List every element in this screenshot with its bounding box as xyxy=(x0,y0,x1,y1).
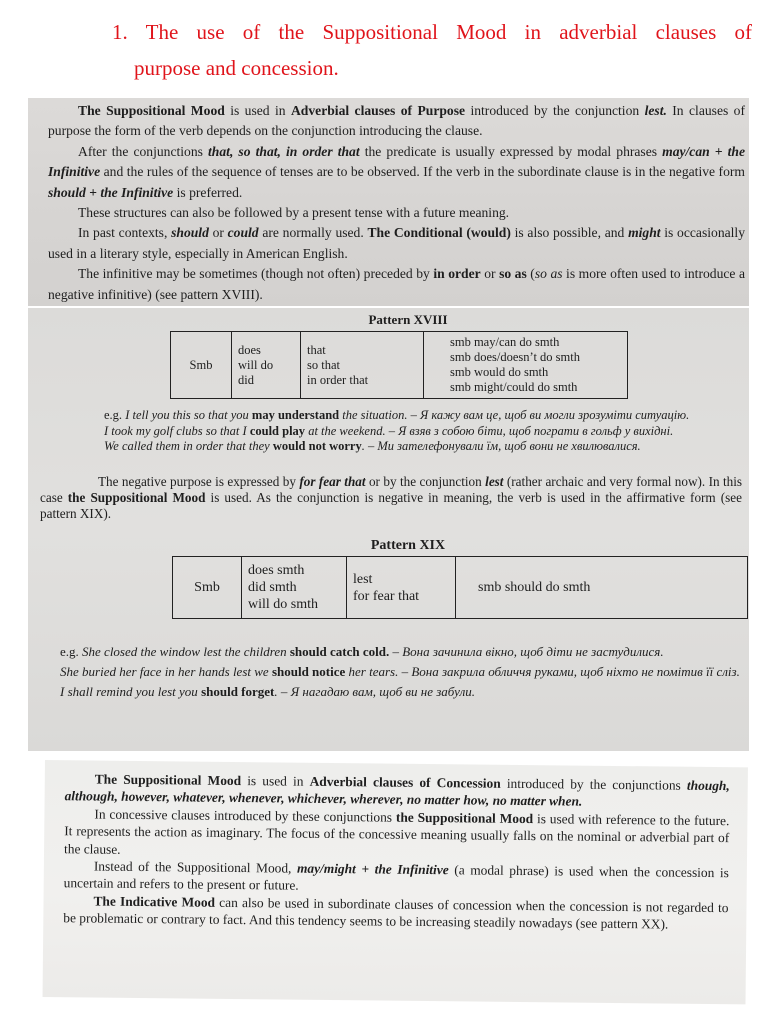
rule-paragraph-3: These structures can also be followed by a present tense with a future meaning. xyxy=(78,205,510,221)
concession-paragraph-4: The Indicative Mood can also be used in subordinate clauses of concession when the concession is not regarded to be problematic or contrary to fact. And this tendency seems to be increasing steadily nowadays (see pattern XX). xyxy=(63,893,729,932)
example-19-3: I shall remind you lest you should forget. – Я нагадаю вам, щоб ви не забули. xyxy=(60,684,476,699)
pattern-19-examples xyxy=(34,642,744,702)
negative-purpose-paragraph: The negative purpose is expressed by for fear that or by the conjunction lest (rather archaic and very formal now). In this case the Suppositional Mood is used. As the conjunction is negative in meaning, the verb is used in the affirmative form (see pattern XIX). xyxy=(40,474,743,521)
purpose-rules-text xyxy=(48,101,745,305)
concession-paragraph-1: The Suppositional Mood is used in Adverbial clauses of Concession introduced by the conjunctions though, although, however, whatever, whenever, whichever, wherever, no matter how, no matter when. xyxy=(64,771,730,810)
concession-rules-text xyxy=(63,770,730,934)
heading-line-2: purpose and concession. xyxy=(134,56,339,80)
pattern-18-title: Pattern XVIII xyxy=(368,312,448,327)
purpose-rules-photo xyxy=(28,98,749,306)
pattern-18-examples xyxy=(34,408,744,455)
pattern-18-subject: Smb xyxy=(171,332,232,399)
example-18-2: I took my golf clubs so that I could play at the weekend. – Я взяв з собою біти, щоб пограти в гольф у вихідні. xyxy=(104,423,674,438)
concession-paragraph-2: In concessive clauses introduced by these conjunctions the Suppositional Mood is used with reference to the future. It represents the action as imaginary. The focus of the concessive meaning usually falls on the nominal or adverbial part of the clause. xyxy=(63,806,730,857)
patterns-photo xyxy=(28,308,749,751)
pattern-18-verbs: does will do did xyxy=(232,332,301,399)
concession-paragraph-3: Instead of the Suppositional Mood, may/might + the Infinitive (a modal phrase) is used when the concession is uncertain and refers to the present or future. xyxy=(63,858,729,894)
rule-paragraph-1: The Suppositional Mood is used in Adverbial clauses of Purpose introduced by the conjunction lest. In clauses of purpose the form of the verb depends on the conjunction introducing the clause. xyxy=(48,103,745,139)
rule-paragraph-2: After the conjunctions that, so that, in order that the predicate is usually expressed by modal phrases may/can + the Infinitive and the rules of the sequence of tenses are to be observed. If the verb in the subordinate clause is in the negative form should + the Infinitive is preferred. xyxy=(48,143,745,200)
heading-line-1: 1. The use of the Suppositional Mood in adverbial clauses of xyxy=(112,20,752,44)
rule-paragraph-4: In past contexts, should or could are normally used. The Conditional (would) is also possible, and might is occasionally used in a literary style, especially in American English. xyxy=(48,225,745,261)
pattern-18-conjunctions: that so that in order that xyxy=(301,332,424,399)
pattern-19-conjunctions: lest for fear that xyxy=(347,557,456,619)
pattern-18-predicates: smb may/can do smth smb does/doesn’t do smth smb would do smth smb might/could do smth xyxy=(424,332,628,399)
example-18-1: e.g. I tell you this so that you may understand the situation. – Я кажу вам це, щоб ви могли зрозуміти ситуацію. xyxy=(104,408,690,422)
pattern-18-table xyxy=(170,331,628,399)
concession-rules-photo xyxy=(43,760,748,1004)
rule-paragraph-5: The infinitive may be sometimes (though not often) preceded by in order or so as (so as is more often used to introduce a negative infinitive) (see pattern XVIII). xyxy=(48,266,745,302)
pattern-19-verbs: does smth did smth will do smth xyxy=(242,557,347,619)
pattern-19-predicate: smb should do smth xyxy=(456,557,748,619)
example-19-2: She buried her face in her hands lest we should notice her tears. – Вона закрила обличчя руками, щоб ніхто не помітив її сліз. xyxy=(60,664,740,679)
example-19-1: e.g. She closed the window lest the children should catch cold. – Вона зачинила вікно, щоб діти не застудилися. xyxy=(60,644,664,659)
pattern-19-table xyxy=(172,556,748,619)
pattern-19-title: Pattern XIX xyxy=(370,538,446,553)
pattern-19-subject: Smb xyxy=(173,557,242,619)
example-18-3: We called them in order that they would not worry. – Ми зателефонували їм, щоб вони не хвилювалися. xyxy=(104,439,641,453)
page-heading xyxy=(112,14,752,86)
